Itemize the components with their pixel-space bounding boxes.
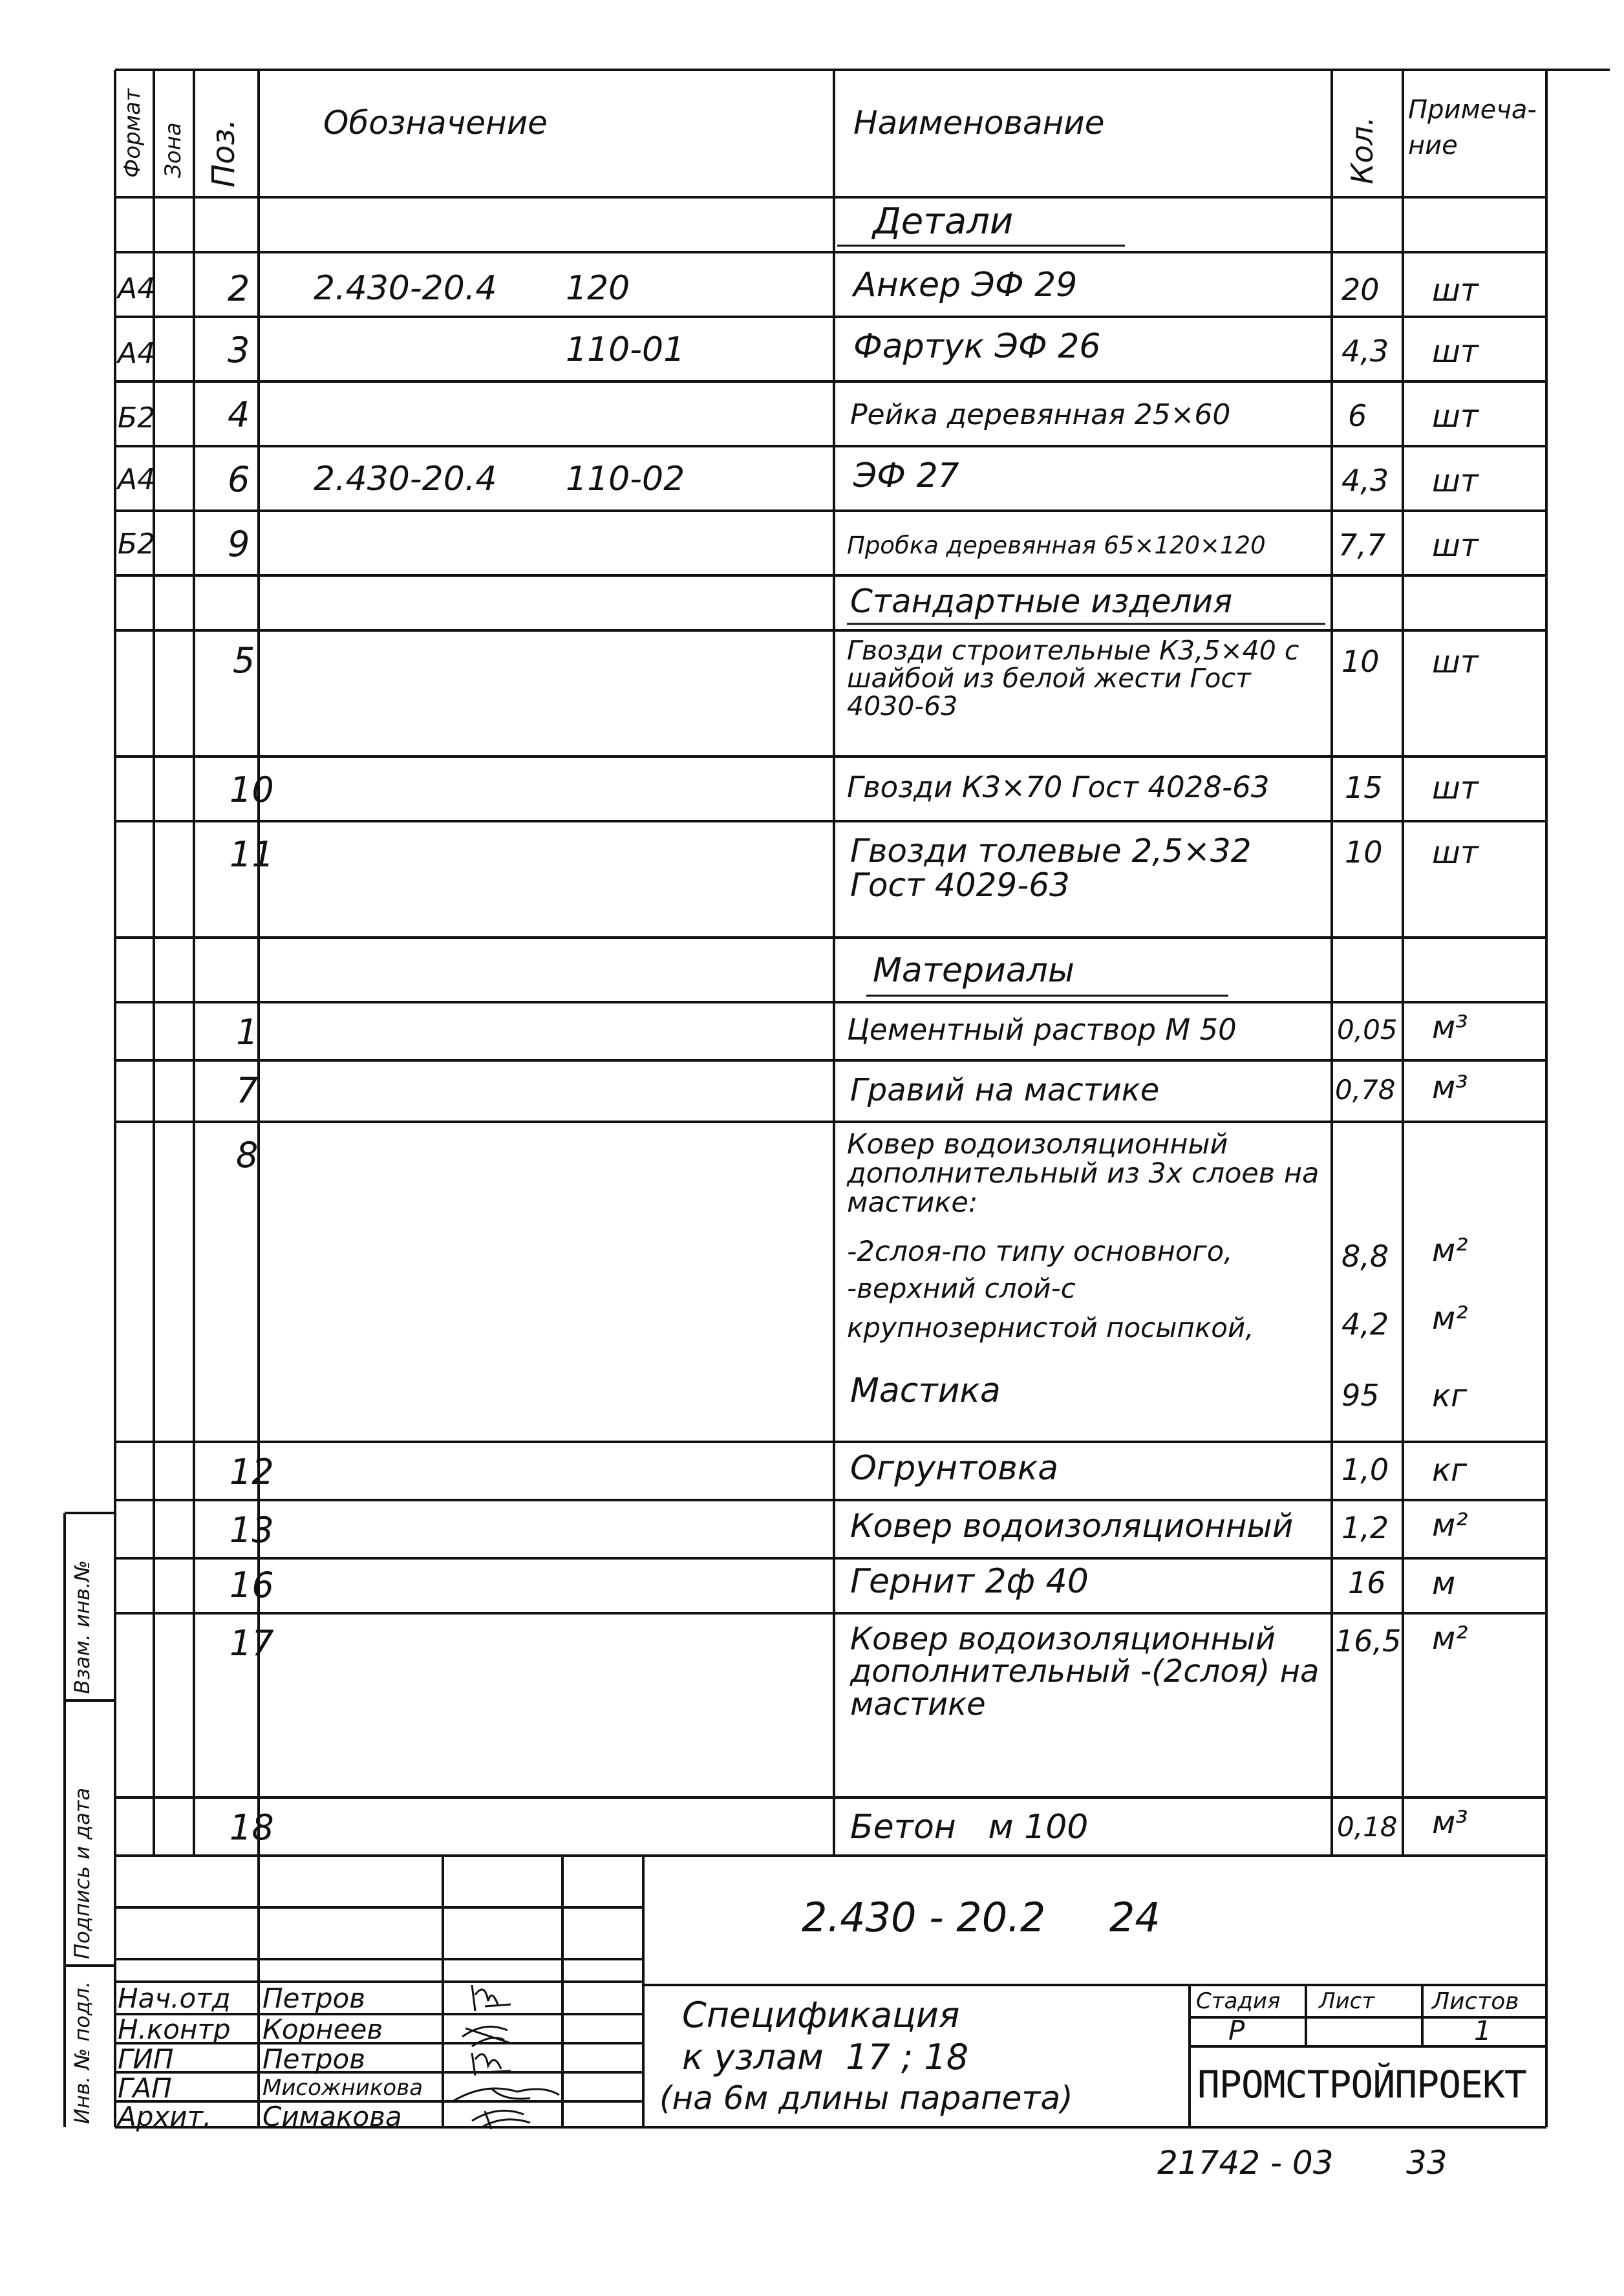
row-8-name-c: -верхний слой-с крупнозернистой посыпкой, (847, 1272, 1254, 1344)
title-line-3: (на 6м длины парапета) (659, 2079, 1073, 2117)
row-2-format: А4 (118, 272, 156, 305)
row-17-pos: 17 (230, 1623, 274, 1664)
row-16-qty: 16 (1348, 1565, 1386, 1600)
row-13-qty: 1,2 (1341, 1510, 1389, 1545)
row-5-pos: 5 (233, 640, 255, 681)
row-8-unit-c: м² (1432, 1300, 1468, 1336)
row-6-qty: 4,3 (1341, 463, 1389, 498)
row-13-name: Ковер водоизоляционный (850, 1507, 1294, 1545)
row-7-qty: 0,78 (1335, 1074, 1396, 1106)
sheet-label: Лист (1319, 1988, 1375, 2014)
name-head-dept: Петров (262, 1982, 365, 2014)
header-zone: Зона (160, 122, 186, 178)
header-note-2: ние (1408, 131, 1458, 160)
row-12-qty: 1,0 (1341, 1452, 1389, 1487)
row-3-pos: 3 (228, 330, 250, 370)
row-2-designation-suffix: 120 (566, 269, 630, 308)
row-2-name: Анкер ЭФ 29 (853, 266, 1078, 305)
row-5-unit: шт (1432, 644, 1479, 680)
role-gap: ГАП (118, 2072, 172, 2104)
row-3-unit: шт (1432, 334, 1479, 370)
section-materials: Материалы (873, 951, 1074, 990)
row-9-name: Пробка деревянная 65×120×120 (847, 531, 1266, 559)
header-note-1: Примеча- (1408, 95, 1537, 125)
row-6-designation: 2.430-20.4 (314, 460, 497, 499)
row-9-qty: 7,7 (1338, 528, 1386, 563)
header-format: Формат (120, 89, 145, 178)
row-1-unit: м³ (1432, 1009, 1468, 1046)
row-1-pos: 1 (236, 1012, 259, 1053)
role-gip: ГИП (118, 2043, 174, 2075)
row-3-format: А4 (118, 337, 156, 370)
row-4-pos: 4 (228, 394, 250, 435)
row-17-qty: 16,5 (1335, 1624, 1402, 1658)
row-8-name-b: -2слоя-по типу основного, (847, 1236, 1233, 1268)
row-12-name: Огрунтовка (850, 1449, 1059, 1488)
row-8-unit-d: кг (1432, 1378, 1468, 1414)
row-2-qty: 20 (1341, 272, 1380, 307)
name-norm-control: Корнеев (262, 2013, 383, 2045)
row-7-unit: м³ (1432, 1069, 1468, 1106)
row-18-qty: 0,18 (1337, 1811, 1398, 1843)
title-line-1: Спецификация (682, 1995, 960, 2035)
row-10-pos: 10 (230, 769, 274, 810)
row-1-name: Цементный раствор М 50 (847, 1013, 1237, 1047)
row-12-pos: 12 (230, 1452, 274, 1492)
row-13-unit: м² (1432, 1507, 1468, 1543)
organization-name: ПРОМСТРОЙПРОЕКТ (1197, 2063, 1526, 2107)
row-8-qty-c: 4,2 (1341, 1307, 1389, 1342)
sheets-value: 1 (1474, 2015, 1491, 2046)
row-17-name: Ковер водоизоляционный дополнительный -(2слоя) на мастике (850, 1621, 1320, 1722)
row-8-unit-b: м² (1432, 1232, 1468, 1269)
header-name: Наименование (853, 104, 1105, 142)
row-16-unit: м (1432, 1565, 1456, 1602)
row-7-name: Гравий на мастике (850, 1072, 1160, 1108)
role-architect: Архит. (118, 2101, 212, 2132)
sheets-label: Листов (1432, 1988, 1519, 2015)
name-gip: Петров (262, 2043, 365, 2075)
name-architect: Симакова (262, 2101, 402, 2132)
header-designation: Обозначение (323, 104, 548, 142)
row-8-qty-b: 8,8 (1341, 1239, 1389, 1274)
row-4-name: Рейка деревянная 25×60 (850, 398, 1231, 431)
row-17-unit: м² (1432, 1620, 1468, 1657)
row-4-qty: 6 (1348, 398, 1367, 433)
stage-value: Р (1228, 2015, 1245, 2046)
row-6-pos: 6 (228, 459, 250, 500)
row-7-pos: 7 (236, 1070, 259, 1111)
row-18-pos: 18 (230, 1807, 274, 1848)
row-5-qty: 10 (1341, 644, 1380, 679)
title-line-2: к узлам 17 ; 18 (682, 2037, 969, 2077)
row-2-unit: шт (1432, 272, 1479, 308)
row-6-name: ЭФ 27 (853, 456, 959, 495)
row-11-unit: шт (1432, 835, 1479, 871)
side-vzam: Взам. инв.№ (70, 1560, 94, 1694)
signatures (446, 1975, 640, 2130)
row-9-unit: шт (1432, 528, 1479, 564)
row-11-qty: 10 (1345, 835, 1383, 870)
row-10-qty: 15 (1345, 770, 1383, 805)
row-8-qty-d: 95 (1341, 1378, 1380, 1413)
section-standard: Стандартные изделия (850, 583, 1233, 620)
row-4-unit: шт (1432, 398, 1479, 435)
row-11-pos: 11 (230, 834, 274, 875)
row-3-designation-suffix: 110-01 (566, 330, 685, 369)
row-18-name: Бетон м 100 (850, 1808, 1089, 1847)
archive-number: 21742 - 03 (1157, 2144, 1334, 2182)
row-18-unit: м³ (1432, 1805, 1468, 1841)
row-9-format: Б2 (118, 528, 156, 561)
row-9-pos: 9 (228, 524, 250, 564)
row-6-format: А4 (118, 463, 156, 496)
stage-label: Стадия (1196, 1988, 1281, 2014)
row-10-name: Гвозди К3×70 Гост 4028-63 (847, 770, 1270, 804)
role-head-dept: Нач.отд (118, 1982, 231, 2014)
role-norm-control: Н.контр (118, 2013, 231, 2045)
row-12-unit: кг (1432, 1452, 1468, 1488)
row-13-pos: 13 (230, 1510, 274, 1550)
side-podpis: Подпись и дата (70, 1787, 94, 1959)
row-16-name: Гернит 2ф 40 (850, 1562, 1089, 1601)
row-1-qty: 0,05 (1337, 1014, 1398, 1046)
row-2-designation: 2.430-20.4 (314, 269, 497, 308)
page-number: 33 (1406, 2144, 1448, 2182)
row-4-format: Б2 (118, 402, 156, 435)
row-10-unit: шт (1432, 770, 1479, 806)
row-3-qty: 4,3 (1341, 334, 1389, 369)
row-8-name-d: Мастика (850, 1371, 1001, 1410)
name-gap: Мисожникова (262, 2075, 423, 2101)
header-qty: Кол. (1345, 116, 1380, 184)
row-6-unit: шт (1432, 463, 1479, 499)
row-5-name: Гвозди строительные К3,5×40 с шайбой из белой жести Гост 4030-63 (847, 635, 1299, 722)
doc-number: 2.430 - 20.2 24 (802, 1894, 1160, 1941)
section-details: Детали (873, 200, 1014, 242)
side-inv-podl: Инв. № подл. (70, 1981, 94, 2124)
row-11-name: Гвозди толевые 2,5×32 Гост 4029-63 (850, 832, 1252, 904)
row-3-name: Фартук ЭФ 26 (853, 327, 1101, 366)
row-6-designation-suffix: 110-02 (566, 460, 685, 499)
row-2-pos: 2 (228, 268, 250, 309)
row-16-pos: 16 (230, 1565, 274, 1605)
row-8-pos: 8 (236, 1135, 259, 1175)
header-pos: Поз. (206, 118, 242, 188)
row-8-name-a: Ковер водоизоляционный дополнительный из 3х слоев на мастике: (847, 1128, 1320, 1219)
